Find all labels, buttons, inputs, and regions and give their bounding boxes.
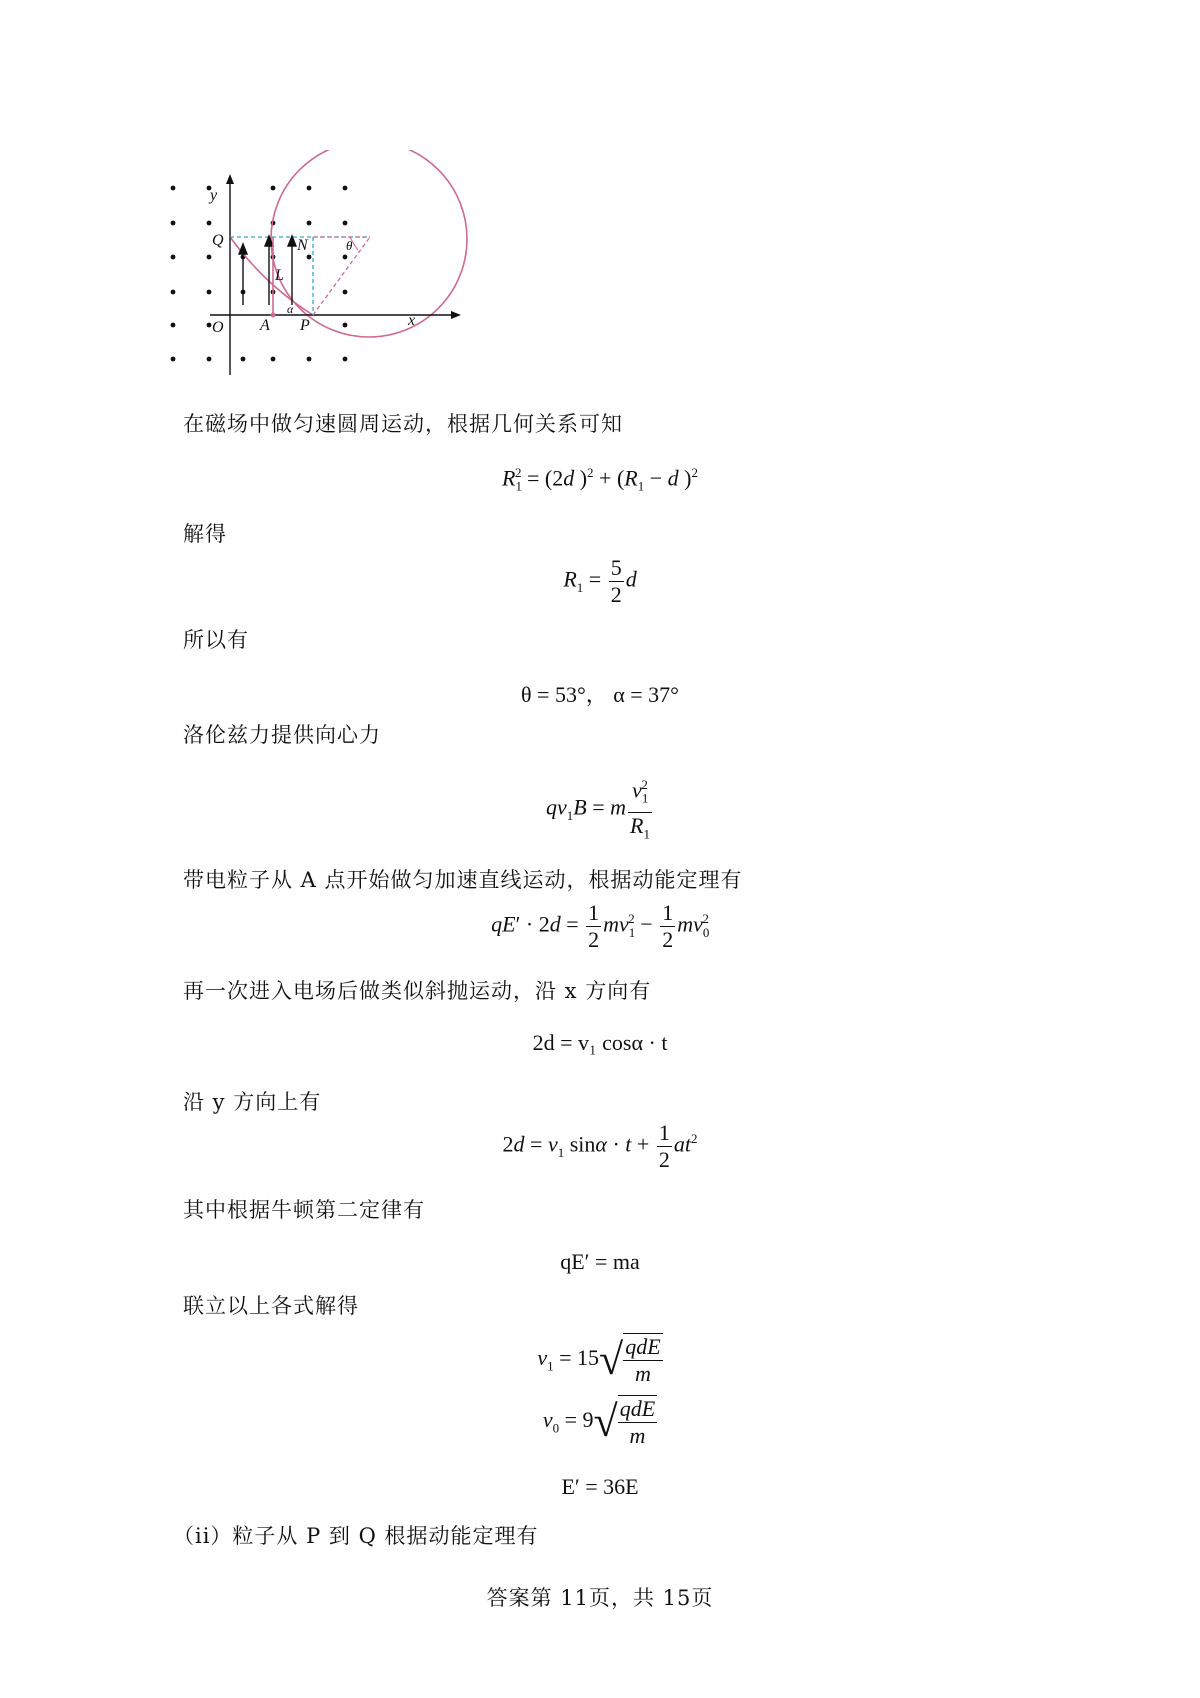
equation-radius-geometry: $R_1^2 = (2d$ )$^2 + (R_1 - d$ )$^2$	[502, 465, 698, 494]
equation-lorentz: $qv_1B = m$ $\frac{v_1^2}{R_1}$	[0, 772, 1200, 847]
paragraph-y-direction: 沿 y 方向上有	[183, 1090, 322, 1114]
paragraph-lorentz: 洛伦兹力提供向心力	[183, 723, 381, 747]
label-x: x	[408, 312, 416, 329]
equation-kinetic-energy: qE′ · 2d = $\frac{1}{2}$ $mv_1^2$ − $\frac{1}{2}$ $mv_0^2$	[491, 900, 710, 952]
paragraph-projectile: 再一次进入电场后做类似斜抛运动，沿 x 方向有	[183, 979, 652, 1003]
paragraph-kinetic: 带电粒子从 A 点开始做匀加速直线运动，根据动能定理有	[183, 868, 743, 892]
equation-newton: qE′ = ma	[560, 1249, 640, 1274]
field-dots	[171, 186, 348, 362]
equation-y-direction: $2d = v_1$ sinα · t + $\frac{1}{2}$ $at^2$	[502, 1120, 698, 1172]
radius-line	[313, 237, 370, 315]
paragraph-combined: 联立以上各式解得	[183, 1294, 359, 1318]
equation-x-direction: 2d = v₁ cosα · t	[532, 1030, 668, 1055]
paragraph-geometry: 在磁场中做匀速圆周运动，根据几何关系可知	[183, 412, 623, 436]
paragraph-so: 所以有	[183, 628, 249, 652]
paragraph-part-ii: （ii）粒子从 P 到 Q 根据动能定理有	[173, 1524, 539, 1548]
trajectory-diagram	[170, 150, 530, 400]
label-q: Q	[212, 232, 224, 249]
trajectory-figure	[170, 150, 530, 400]
equation-e-prime: E′ = 36E	[561, 1474, 639, 1499]
label-l: L	[275, 267, 284, 284]
label-y: y	[210, 187, 218, 204]
equation-v1: $v_1 = 15√$ $\frac{\text{qdE}}{m}$	[537, 1334, 661, 1386]
paragraph-solve: 解得	[183, 522, 227, 546]
label-p: P	[300, 317, 310, 334]
equation-angles: θ = 53°， α = 37°	[521, 682, 679, 707]
equation-v0: $v_0 = 9√$ $\frac{\text{qdE}}{m}$	[542, 1396, 656, 1448]
label-theta: θ	[346, 238, 353, 253]
paragraph-newton: 其中根据牛顿第二定律有	[183, 1198, 425, 1222]
equation-r1: $R_1$ = $\frac{5}{2}$ d	[563, 555, 637, 607]
label-a: A	[260, 317, 270, 334]
label-alpha: α	[287, 302, 294, 316]
page-footer: 答案第 11页，共 15页	[486, 1586, 714, 1610]
label-n: N	[297, 237, 308, 254]
label-o: O	[212, 319, 224, 336]
